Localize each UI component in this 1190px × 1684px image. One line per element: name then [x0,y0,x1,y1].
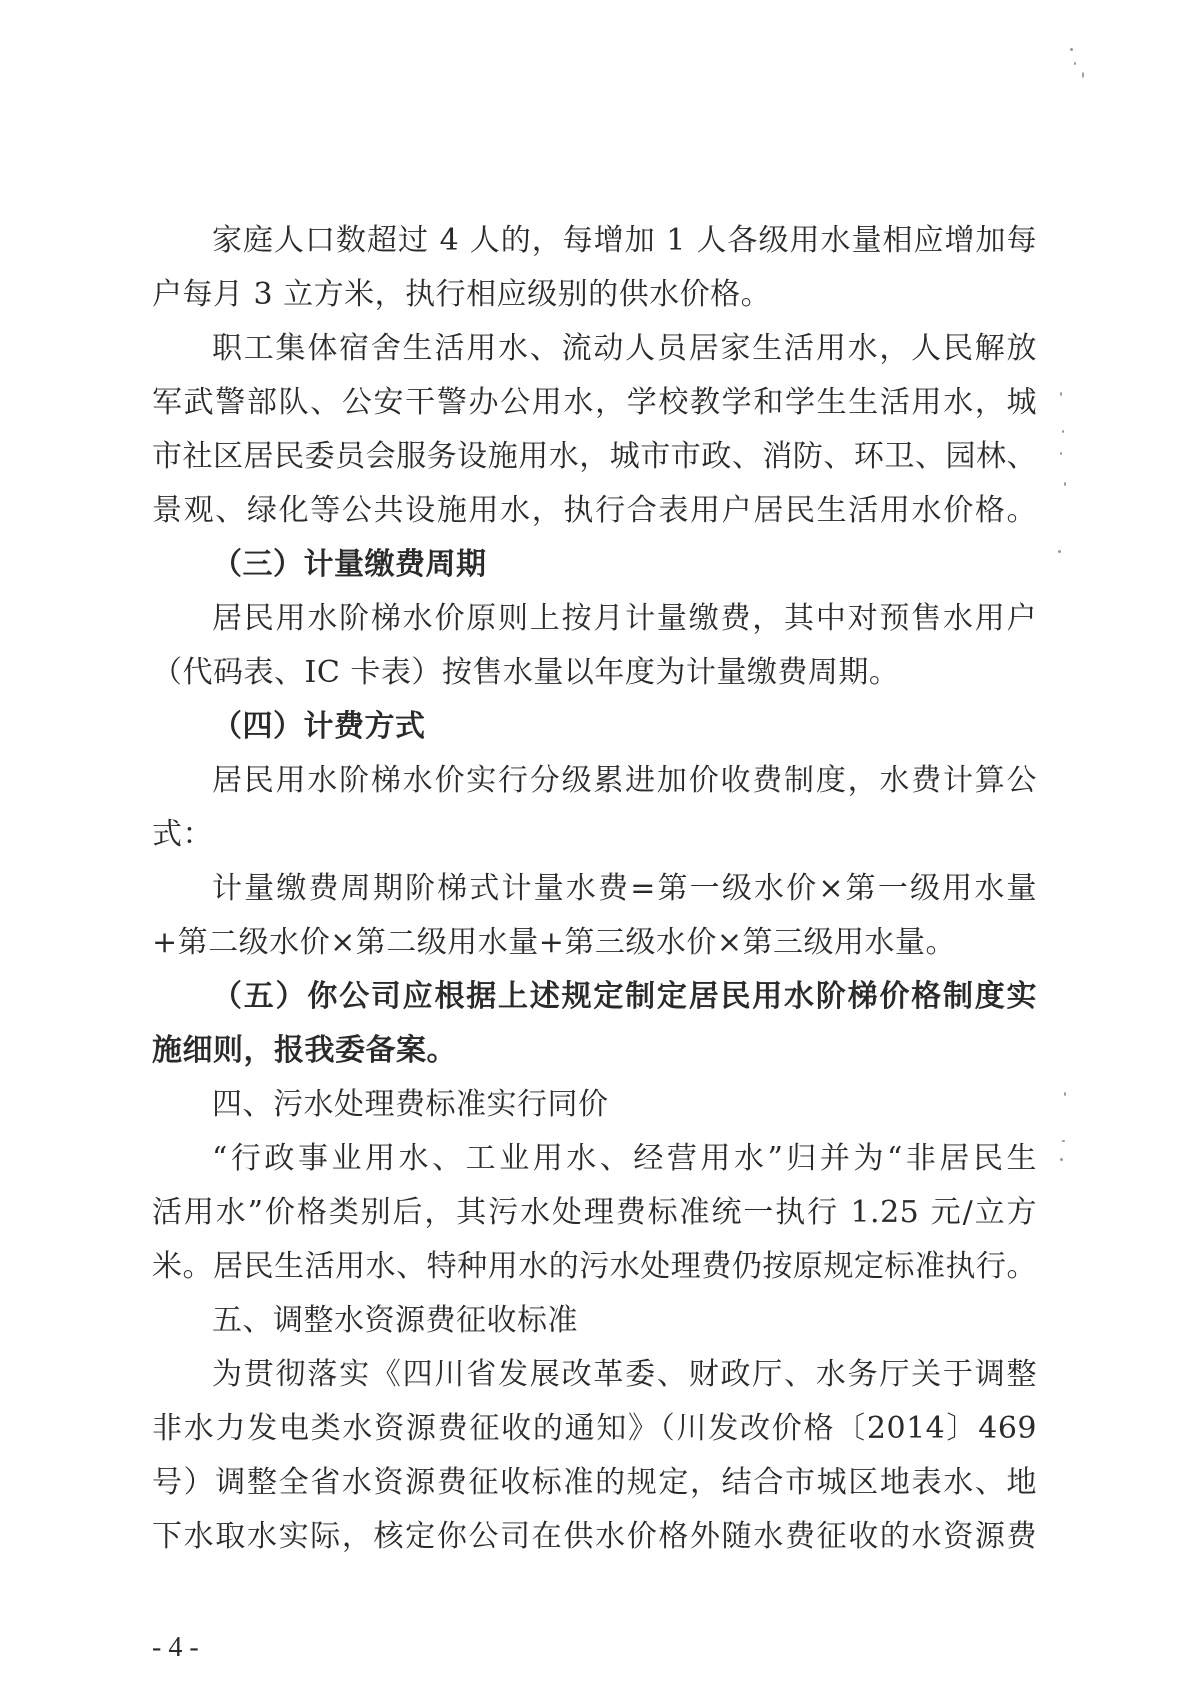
scan-speck [1062,430,1064,433]
text-line: 米。居民生活用水、特种用水的污水处理费仍按原规定标准执行。 [152,1249,1037,1284]
text-line: 号）调整全省水资源费征收标准的规定，结合市城区地表水、地 [152,1465,1037,1500]
text-line: 施细则，报我委备案。 [152,1033,457,1068]
scan-speck [1074,62,1076,65]
document-body [152,214,1037,1564]
scan-speck [1060,1158,1063,1161]
text-line: （代码表、IC 卡表）按售水量以年度为计量缴费周期。 [152,655,900,690]
text-line: （四）计费方式 [212,709,426,744]
page-number: - 4 - [152,1632,199,1663]
text-line: （五）你公司应根据上述规定制定居民用水阶梯价格制度实 [212,979,1037,1014]
scan-speck [1060,392,1062,396]
scan-speck [1082,72,1084,78]
text-line: 景观、绿化等公共设施用水，执行合表用户居民生活用水价格。 [152,493,1037,528]
text-line: +第二级水价×第二级用水量+第三级水价×第三级用水量。 [152,925,957,960]
scan-speck [1064,1092,1066,1096]
text-line: 四、污水处理费标准实行同价 [212,1087,609,1122]
scan-speck [1062,1140,1065,1142]
text-line: 职工集体宿舍生活用水、流动人员居家生活用水，人民解放 [212,331,1037,366]
text-line: 非水力发电类水资源费征收的通知》（川发改价格〔2014〕469 [152,1411,1037,1446]
text-line: 五、调整水资源费征收标准 [212,1303,578,1338]
text-line: 居民用水阶梯水价实行分级累进加价收费制度，水费计算公 [212,763,1037,798]
scan-speck [1060,452,1062,455]
text-line: 下水取水实际，核定你公司在供水价格外随水费征收的水资源费 [152,1519,1037,1554]
text-line: 活用水”价格类别后，其污水处理费标准统一执行 1.25 元/立方 [152,1195,1037,1230]
text-line: 市社区居民委员会服务设施用水，城市市政、消防、环卫、园林、 [152,439,1037,474]
text-line: 计量缴费周期阶梯式计量水费=第一级水价×第一级用水量 [212,871,1037,906]
text-line: “行政事业用水、工业用水、经营用水”归并为“非居民生 [212,1141,1037,1176]
text-line: 居民用水阶梯水价原则上按月计量缴费，其中对预售水用户 [212,601,1037,636]
scan-speck [1064,482,1066,486]
text-line: （三）计量缴费周期 [212,547,487,582]
text-line: 军武警部队、公安干警办公用水，学校教学和学生生活用水，城 [152,385,1037,420]
text-line: 家庭人口数超过 4 人的，每增加 1 人各级用水量相应增加每 [212,223,1037,258]
text-line: 式： [152,817,213,852]
text-line: 为贯彻落实《四川省发展改革委、财政厅、水务厅关于调整 [212,1357,1037,1392]
text-line: 户每月 3 立方米，执行相应级别的供水价格。 [152,277,772,312]
scan-speck [1070,48,1073,51]
scan-speck [1058,550,1061,553]
